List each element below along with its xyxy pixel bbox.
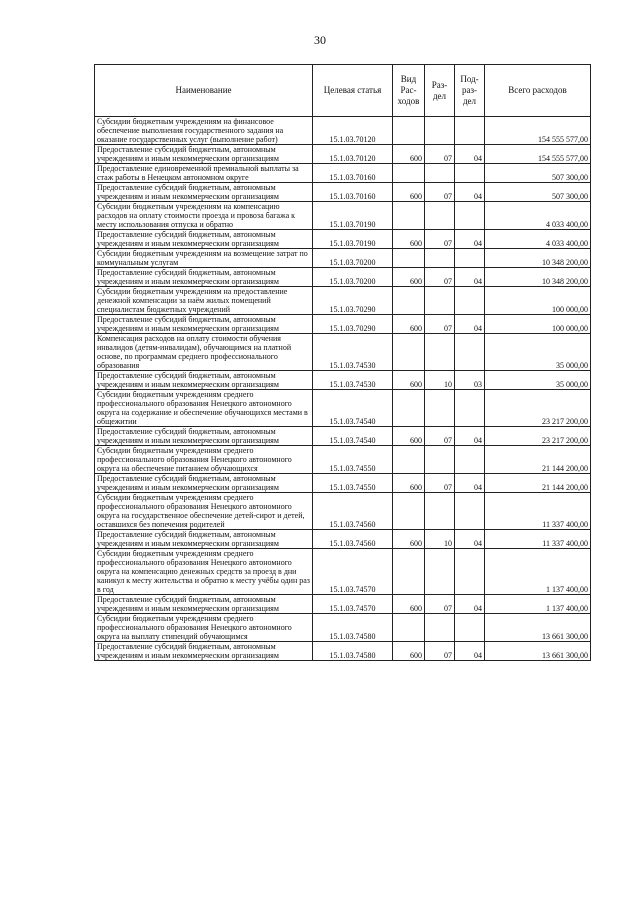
cell-section: 07 <box>425 268 455 287</box>
cell-expense-type: 600 <box>393 595 425 614</box>
cell-subsection: 04 <box>455 474 485 493</box>
table-row <box>95 249 591 268</box>
cell-subsection: 04 <box>455 268 485 287</box>
cell-target-article: 15.1.03.70200 <box>313 249 393 268</box>
header-total-expenses: Всего расходов <box>485 65 591 117</box>
cell-target-article: 15.1.03.74580 <box>313 642 393 661</box>
table-row <box>95 183 591 202</box>
cell-name: Предоставление субсидий бюджетным, автономным учреждениям и иным некоммерческим организациям <box>95 595 313 614</box>
cell-total: 100 000,00 <box>485 315 591 334</box>
cell-section <box>425 334 455 371</box>
cell-total: 4 033 400,00 <box>485 230 591 249</box>
cell-total: 100 000,00 <box>485 287 591 315</box>
cell-subsection <box>455 390 485 427</box>
cell-expense-type: 600 <box>393 145 425 164</box>
cell-name: Компенсация расходов на оплату стоимости обучения инвалидов (детям-инвалидам), обучающимся на платной основе, по программам среднего профессионального образования <box>95 334 313 371</box>
table-row <box>95 530 591 549</box>
cell-subsection: 04 <box>455 145 485 164</box>
cell-target-article: 15.1.03.74560 <box>313 493 393 530</box>
table-row <box>95 202 591 230</box>
table-row <box>95 595 591 614</box>
table-row <box>95 390 591 427</box>
cell-expense-type <box>393 334 425 371</box>
cell-expense-type <box>393 117 425 145</box>
cell-section: 07 <box>425 145 455 164</box>
cell-section: 07 <box>425 315 455 334</box>
cell-name: Субсидии бюджетным учреждениям среднего профессионального образования Ненецкого автономного округа на выплату стипендий обучающимся <box>95 614 313 642</box>
cell-expense-type: 600 <box>393 371 425 390</box>
cell-name: Субсидии бюджетным учреждениям на предоставление денежной компенсации за наём жилых помещений специалистам бюджетных учреждений <box>95 287 313 315</box>
cell-section <box>425 117 455 145</box>
cell-subsection: 04 <box>455 230 485 249</box>
cell-expense-type <box>393 202 425 230</box>
cell-section <box>425 164 455 183</box>
cell-total: 23 217 200,00 <box>485 427 591 446</box>
cell-total: 21 144 200,00 <box>485 446 591 474</box>
cell-subsection <box>455 117 485 145</box>
table-header-row <box>95 65 591 117</box>
table-row <box>95 230 591 249</box>
cell-total: 10 348 200,00 <box>485 249 591 268</box>
cell-subsection <box>455 334 485 371</box>
cell-name: Предоставление субсидий бюджетным, автономным учреждениям и иным некоммерческим организациям <box>95 642 313 661</box>
cell-name: Предоставление субсидий бюджетным, автономным учреждениям и иным некоммерческим организациям <box>95 183 313 202</box>
cell-target-article: 15.1.03.74580 <box>313 614 393 642</box>
table-row <box>95 334 591 371</box>
cell-section: 07 <box>425 474 455 493</box>
cell-subsection: 04 <box>455 315 485 334</box>
cell-target-article: 15.1.03.70160 <box>313 164 393 183</box>
cell-subsection <box>455 287 485 315</box>
cell-name: Предоставление субсидий бюджетным, автономным учреждениям и иным некоммерческим организациям <box>95 315 313 334</box>
cell-subsection <box>455 446 485 474</box>
cell-total: 507 300,00 <box>485 164 591 183</box>
cell-target-article: 15.1.03.70200 <box>313 268 393 287</box>
cell-total: 507 300,00 <box>485 183 591 202</box>
cell-subsection <box>455 549 485 595</box>
cell-target-article: 15.1.03.70190 <box>313 230 393 249</box>
table-row <box>95 164 591 183</box>
cell-target-article: 15.1.03.74560 <box>313 530 393 549</box>
cell-subsection: 04 <box>455 530 485 549</box>
cell-total: 154 555 577,00 <box>485 117 591 145</box>
cell-total: 13 661 300,00 <box>485 642 591 661</box>
table-row <box>95 268 591 287</box>
cell-name: Субсидии бюджетным учреждениям среднего профессионального образования Ненецкого автономного округа на содержание и обеспечение обучающихся местами в общежитии <box>95 390 313 427</box>
cell-target-article: 15.1.03.74530 <box>313 371 393 390</box>
cell-target-article: 15.1.03.74570 <box>313 549 393 595</box>
cell-subsection: 04 <box>455 595 485 614</box>
table-row <box>95 145 591 164</box>
cell-subsection: 04 <box>455 427 485 446</box>
cell-subsection <box>455 164 485 183</box>
cell-name: Субсидии бюджетным учреждениям среднего профессионального образования Ненецкого автономного округа на обеспечение питанием обучающихся <box>95 446 313 474</box>
cell-section: 07 <box>425 427 455 446</box>
cell-total: 154 555 577,00 <box>485 145 591 164</box>
cell-target-article: 15.1.03.70160 <box>313 183 393 202</box>
cell-expense-type <box>393 493 425 530</box>
cell-name: Предоставление субсидий бюджетным, автономным учреждениям и иным некоммерческим организациям <box>95 145 313 164</box>
cell-section: 07 <box>425 642 455 661</box>
cell-subsection: 04 <box>455 642 485 661</box>
cell-expense-type <box>393 287 425 315</box>
cell-total: 1 137 400,00 <box>485 595 591 614</box>
cell-name: Предоставление субсидий бюджетным, автономным учреждениям и иным некоммерческим организациям <box>95 530 313 549</box>
table-row <box>95 493 591 530</box>
cell-section <box>425 202 455 230</box>
cell-total: 11 337 400,00 <box>485 530 591 549</box>
table-row <box>95 642 591 661</box>
table-row <box>95 446 591 474</box>
cell-target-article: 15.1.03.70290 <box>313 287 393 315</box>
cell-subsection <box>455 493 485 530</box>
table-row <box>95 474 591 493</box>
cell-name: Предоставление субсидий бюджетным, автономным учреждениям и иным некоммерческим организациям <box>95 427 313 446</box>
cell-name: Предоставление субсидий бюджетным, автономным учреждениям и иным некоммерческим организациям <box>95 474 313 493</box>
cell-section <box>425 390 455 427</box>
cell-name: Субсидии бюджетным учреждениям на финансовое обеспечение выполнения государственного задания на оказание государственных услуг (выполнение работ) <box>95 117 313 145</box>
cell-target-article: 15.1.03.70190 <box>313 202 393 230</box>
cell-name: Субсидии бюджетным учреждениям среднего профессионального образования Ненецкого автономного округа на компенсацию денежных средств за проезд в дни каникул к месту жительства и обратно к месту учёбы один раз в год <box>95 549 313 595</box>
table-row <box>95 371 591 390</box>
cell-total: 13 661 300,00 <box>485 614 591 642</box>
cell-subsection: 03 <box>455 371 485 390</box>
cell-total: 35 000,00 <box>485 371 591 390</box>
header-target-article: Целевая статья <box>313 65 393 117</box>
cell-total: 21 144 200,00 <box>485 474 591 493</box>
cell-expense-type <box>393 164 425 183</box>
cell-target-article: 15.1.03.70290 <box>313 315 393 334</box>
cell-section <box>425 446 455 474</box>
cell-name: Предоставление субсидий бюджетным, автономным учреждениям и иным некоммерческим организациям <box>95 230 313 249</box>
cell-expense-type: 600 <box>393 642 425 661</box>
cell-name: Субсидии бюджетным учреждениям на возмещение затрат по коммунальным услугам <box>95 249 313 268</box>
cell-name: Предоставление субсидий бюджетным, автономным учреждениям и иным некоммерческим организациям <box>95 268 313 287</box>
cell-name: Субсидии бюджетным учреждениям среднего профессионального образования Ненецкого автономного округа на государственное обеспечение детей-сирот и детей, оставшихся без попечения родителей <box>95 493 313 530</box>
cell-section: 07 <box>425 183 455 202</box>
cell-total: 23 217 200,00 <box>485 390 591 427</box>
cell-total: 35 000,00 <box>485 334 591 371</box>
cell-target-article: 15.1.03.74550 <box>313 446 393 474</box>
cell-subsection: 04 <box>455 183 485 202</box>
cell-section <box>425 493 455 530</box>
cell-expense-type <box>393 549 425 595</box>
header-section: Раз-дел <box>425 65 455 117</box>
table-row <box>95 549 591 595</box>
cell-expense-type: 600 <box>393 268 425 287</box>
cell-target-article: 15.1.03.70120 <box>313 145 393 164</box>
page-number: 30 <box>314 33 326 47</box>
table-row <box>95 117 591 145</box>
cell-expense-type <box>393 249 425 268</box>
header-name: Наименование <box>95 65 313 117</box>
cell-target-article: 15.1.03.70120 <box>313 117 393 145</box>
cell-target-article: 15.1.03.74530 <box>313 334 393 371</box>
cell-target-article: 15.1.03.74540 <box>313 427 393 446</box>
cell-section: 10 <box>425 530 455 549</box>
table-row <box>95 614 591 642</box>
cell-name: Предоставление субсидий бюджетным, автономным учреждениям и иным некоммерческим организациям <box>95 371 313 390</box>
header-expense-type: Вид Рас-ходов <box>393 65 425 117</box>
cell-subsection <box>455 202 485 230</box>
cell-expense-type <box>393 614 425 642</box>
table-row <box>95 315 591 334</box>
cell-section: 10 <box>425 371 455 390</box>
cell-name: Субсидии бюджетным учреждениям на компенсацию расходов на оплату стоимости проезда и провоза багажа к месту использования отпуска и обратно <box>95 202 313 230</box>
cell-expense-type: 600 <box>393 230 425 249</box>
table-row <box>95 427 591 446</box>
cell-section <box>425 287 455 315</box>
cell-subsection <box>455 614 485 642</box>
cell-target-article: 15.1.03.74540 <box>313 390 393 427</box>
cell-section: 07 <box>425 230 455 249</box>
cell-total: 11 337 400,00 <box>485 493 591 530</box>
budget-table <box>94 64 591 661</box>
cell-expense-type: 600 <box>393 474 425 493</box>
cell-name: Предоставление единовременной премиальной выплаты за стаж работы в Ненецком автономном округе <box>95 164 313 183</box>
cell-expense-type: 600 <box>393 530 425 549</box>
cell-section <box>425 249 455 268</box>
cell-expense-type: 600 <box>393 315 425 334</box>
cell-section <box>425 614 455 642</box>
cell-target-article: 15.1.03.74550 <box>313 474 393 493</box>
cell-expense-type <box>393 390 425 427</box>
cell-expense-type: 600 <box>393 183 425 202</box>
cell-total: 4 033 400,00 <box>485 202 591 230</box>
cell-target-article: 15.1.03.74570 <box>313 595 393 614</box>
cell-total: 10 348 200,00 <box>485 268 591 287</box>
cell-section <box>425 549 455 595</box>
cell-subsection <box>455 249 485 268</box>
cell-expense-type: 600 <box>393 427 425 446</box>
cell-section: 07 <box>425 595 455 614</box>
cell-total: 1 137 400,00 <box>485 549 591 595</box>
table-row <box>95 287 591 315</box>
header-subsection: Под-раз-дел <box>455 65 485 117</box>
cell-expense-type <box>393 446 425 474</box>
